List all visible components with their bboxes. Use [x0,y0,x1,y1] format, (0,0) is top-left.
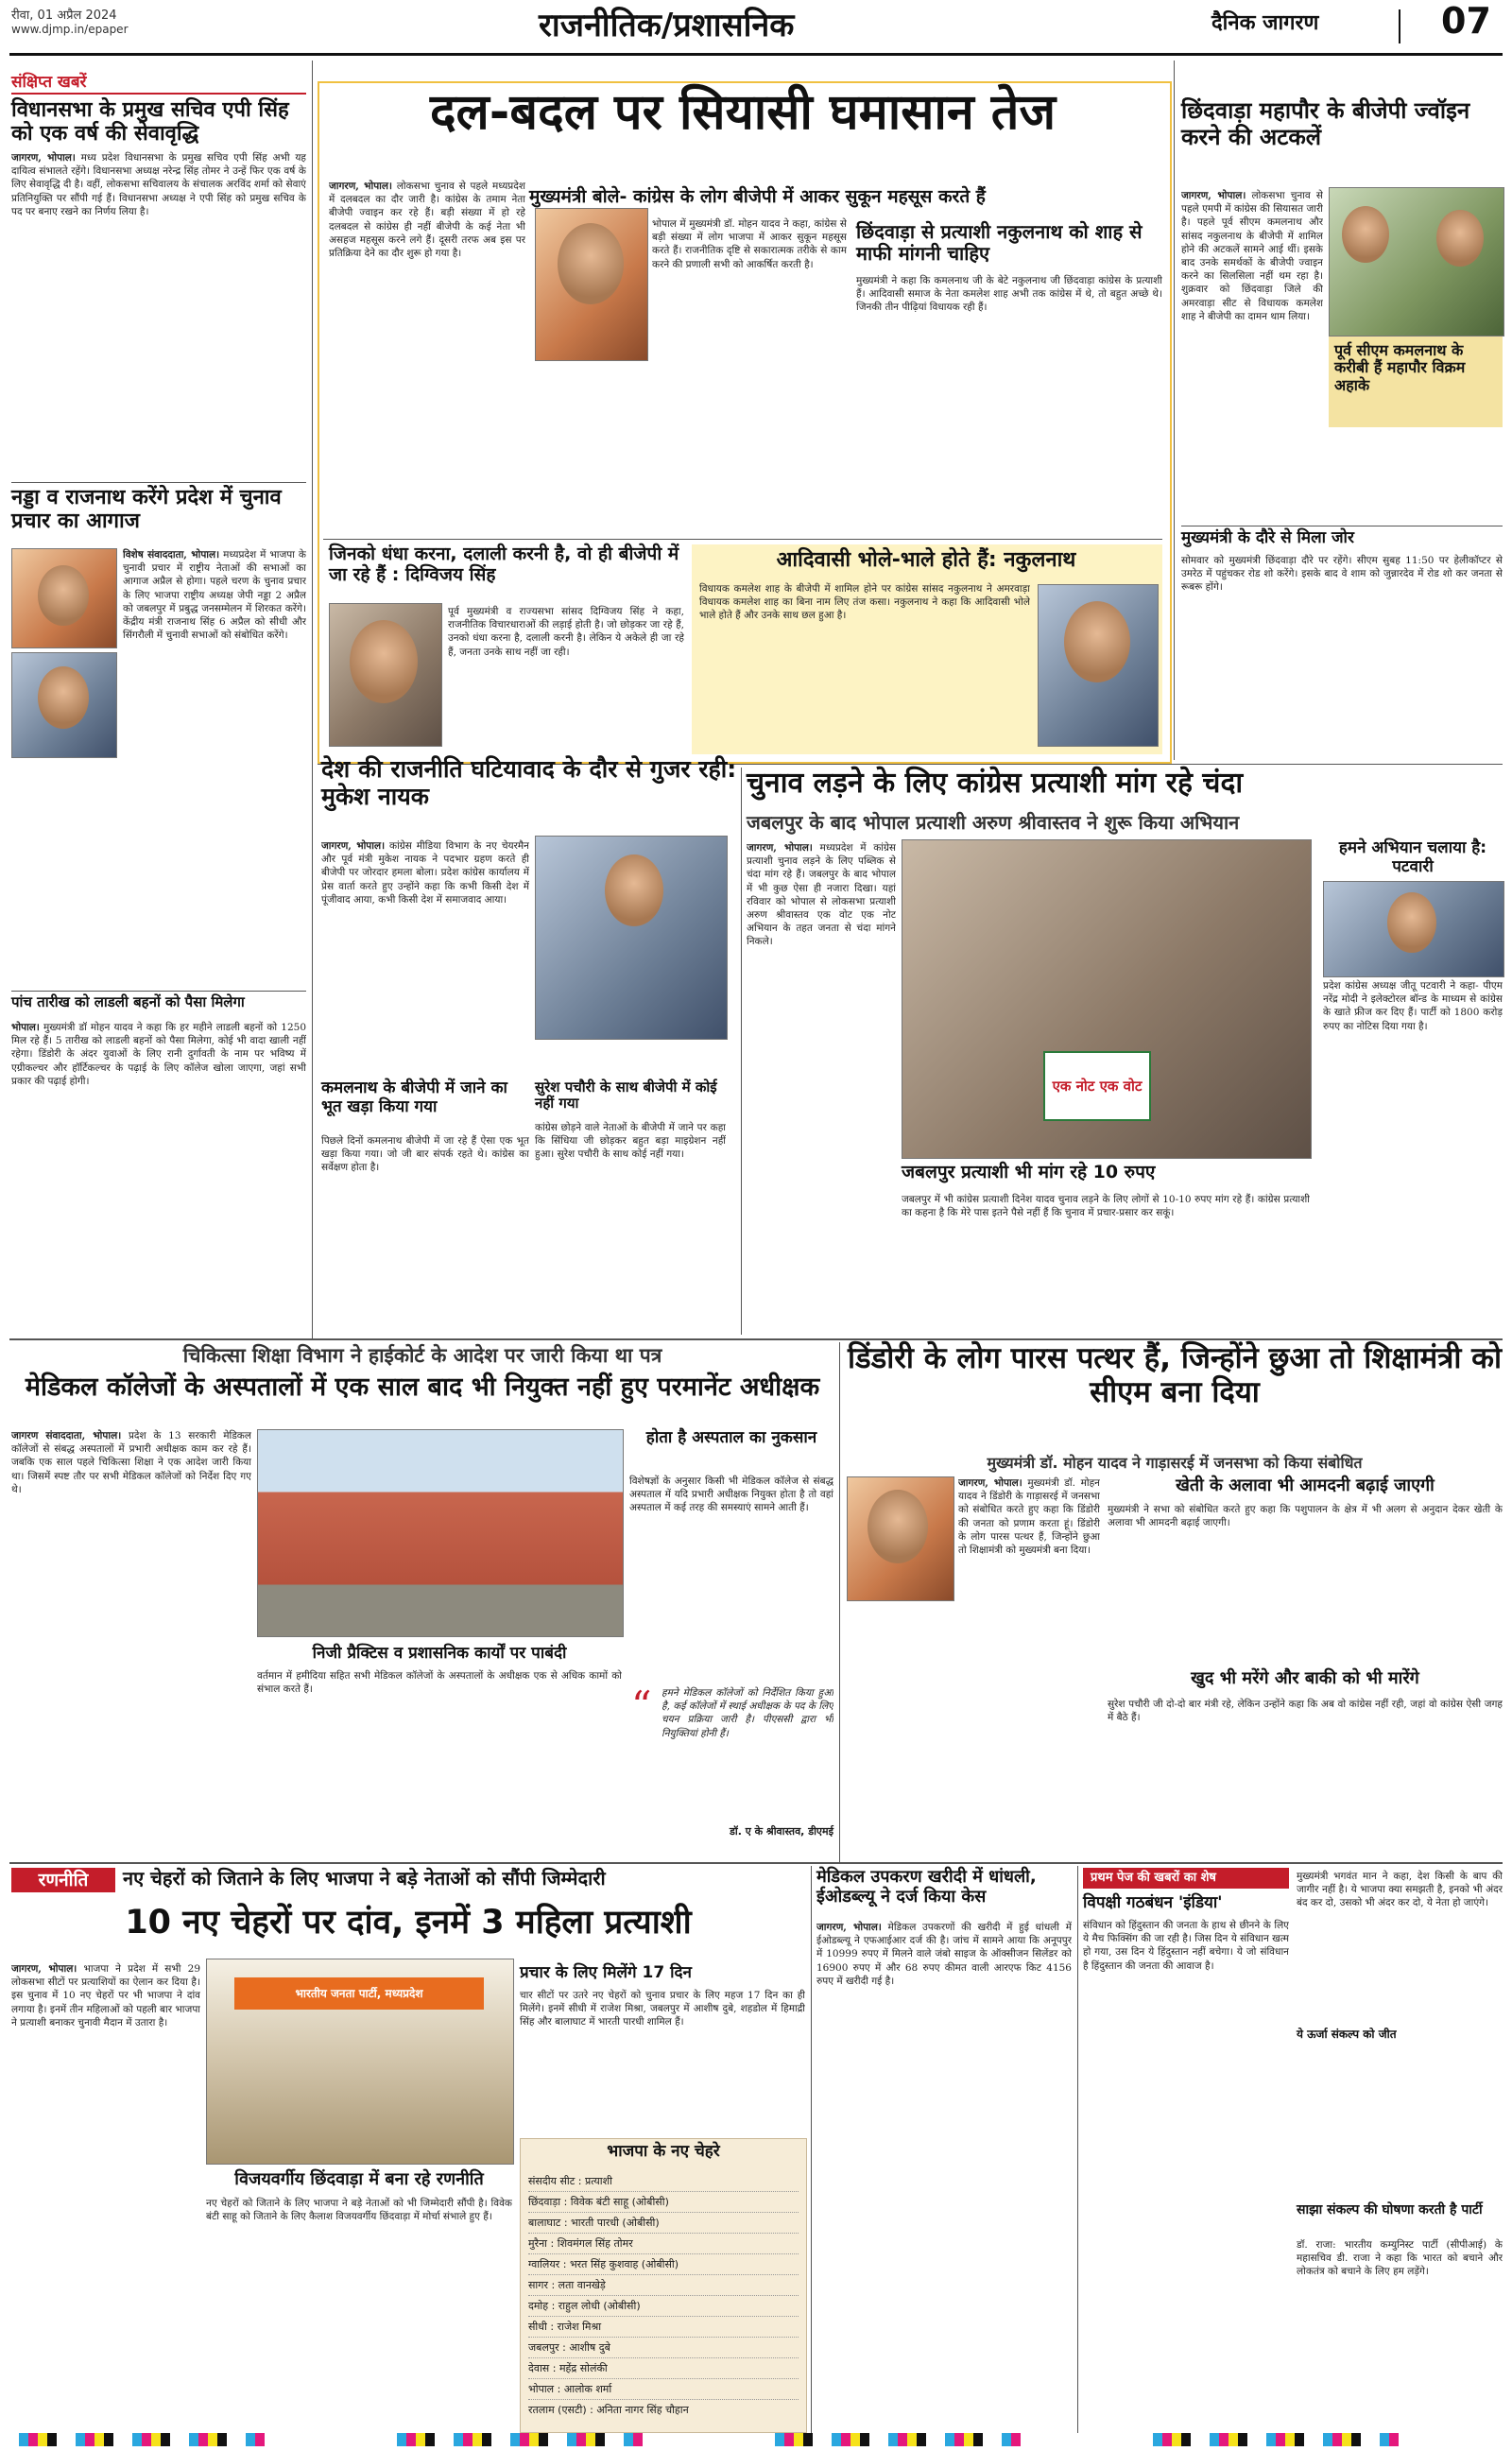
column-divider [1174,60,1175,760]
medical-body [11,1429,251,1855]
medical-dateline: जागरण संवाददाता, भोपाल। [11,1430,122,1441]
chanda-headline: चुनाव लड़ने के लिए कांग्रेस प्रत्याशी मांग रहे चंदा [747,767,1244,800]
medical-kicker: चिकित्सा शिक्षा विभाग ने हाईकोर्ट के आदेश पर जारी किया था पत्र [182,1344,662,1367]
dateline: रीवा, 01 अप्रैल 2024 [11,9,117,23]
hospital-loss-headline: होता है अस्पताल का नुकसान [645,1428,817,1447]
box1-headline: छिंदवाड़ा से प्रत्याशी नकुलनाथ को शाह से माफी मांगनी चाहिए [856,220,1143,265]
reg-mark [397,2433,643,2446]
epaper-url[interactable]: www.djmp.in/epaper [11,23,129,36]
candidate-row: सीधी : राजेश मिश्रा [528,2317,799,2338]
nayak-body-2: कांग्रेस छोड़ने वाले नेताओं के बीजेपी में जाने पर कहा कि सिंधिया जी छोड़कर बहुत बड़ा माइग्रेशन नहीं हुआ। सुरेश पचौरी के साथ कोई नहीं गया। [535,1122,726,1161]
ranneeti-tab: रणनीति [11,1868,115,1892]
ek-note-ek-vote-banner [1043,1051,1151,1121]
nayak-body [321,839,529,1076]
bjp-office-sign-text: भारतीय जनता पार्टी, मध्यप्रदेश [295,1987,423,2000]
chhindwara-dateline: जागरण, भोपाल। [1181,190,1246,201]
masthead-separator [1399,9,1400,43]
ranneeti-body [11,1962,200,2430]
chhindwara-body-2: सोमवार को मुख्यमंत्री छिंदवाड़ा दौरे पर रहेंगे। सीएम सुबह 11:50 पर हेलीकॉप्टर से उमरेठ में पहुंचकर रोड शो करेंगे। इसके बाद वे शाम को जुन्नारदेव में रोड शो कर जनता से रूबरू होंगे। [1181,555,1503,594]
brief-text-2: मध्यप्रदेश में भाजपा के चुनावी प्रचार में राष्ट्रीय नेताओं की सभाओं का आगाज अप्रैल से होगा। पहले चरण के चुनाव प्रचार के लिए भाजपा राष्ट्रीय अध्यक्ष जेपी नड्डा 2 अप्रैल को जबलपुर में प्रबुद्ध जनसम्मेलन में शिरकत करेंगे। केंद्रीय मंत्री राजनाथ सिंह 6 अप्रैल को सीधी और सिंगरौली में चुनावी सभाओं को संबोधित करेंगे। [123,549,306,642]
new-faces-headline: भाजपा के नए चेहरे [607,2142,720,2161]
brief-label-rule [11,93,306,95]
front-headline: विपक्षी गठबंधन 'इंडिया' [1083,1893,1223,1912]
candidate-list [528,2171,799,2420]
chhindwara-body [1181,189,1323,416]
box2-body: पूर्व मुख्यमंत्री व राज्यसभा सांसद दिग्विजय सिंह ने कहा, राजनीतिक विचारधाराओं की लड़ाई होती है। जो छोड़कर जा रहे हैं, उनको धंधा करना है, दलाली करनी है। लेकिन ये अकेले ही जा रहे हैं, जनता उनके साथ नहीं जा रही। [448,606,684,658]
chanda-text: मध्यप्रदेश में कांग्रेस प्रत्याशी चुनाव लड़ने के लिए पब्लिक से चंदा मांग रहे हैं। जबलपुर के बाद भोपाल में भी कुछ ऐसा ही नजारा दिखा। यहां रविवार को भोपाल से लोकसभा प्रत्याशी अरुण श्रीवास्तव एक वोट एक नोट अभियान के तहत जनता से चंदा मांगने निकले। [747,842,896,948]
nayak-text: कांग्रेस मीडिया विभाग के नए चेयरमैन और पूर्व मंत्री मुकेश नायक ने पदभार ग्रहण करते ही बीजेपी पर जोरदार हमला बोला। प्रदेश कांग्रेस कार्यालय में प्रेस वार्ता करते हुए उन्होंने कहा कि कभी किसी देश में पूंजीवाद आया, कभी किसी देश में समाजवाद आया। [321,840,529,906]
nayak-face [605,854,663,926]
bjp-office-sign [234,1977,484,2010]
nayak-headline: देश की राजनीति घटियावाद के दौर से गुजर रही: मुकेश नायक [321,755,737,810]
dindori-headline: डिंडोरी के लोग पारस पत्थर हैं, जिन्होंने छुआ तो शिक्षामंत्री को सीएम बना दिया [848,1341,1502,1409]
divider [323,539,1162,540]
brief-label: संक्षिप्त खबरें [11,73,87,92]
masthead-rule [9,53,1503,56]
candidate-row: मुरैना : शिवमंगल सिंह तोमर [528,2234,799,2254]
banner-text: एक नोट एक वोट [1052,1078,1143,1095]
candidate-row: देवास : महेंद्र सोलंकी [528,2358,799,2379]
brief-dateline-3: भोपाल। [11,1022,40,1033]
ranneeti-subhead-2: विजयवर्गीय छिंदवाड़ा में बना रहे रणनीति [234,2169,484,2189]
candidate-row: बालाघाट : भारती पारधी (ओबीसी) [528,2213,799,2234]
lead-body-2: भोपाल में मुख्यमंत्री डॉ. मोहन यादव ने कहा, कांग्रेस से बड़ी संख्या में लोग भाजपा में आकर सुकून महसूस करते हैं। राजनीतिक दृष्टि से सकारात्मक तरीके से काम करने की प्रणाली सभी को आकर्षित करती है। [652,218,847,270]
divider [11,991,306,992]
rajnath-face [38,666,89,729]
chanda-body-cont [747,1102,896,1333]
nayak-subhead-2: सुरेश पचौरी के साथ बीजेपी में कोई नहीं गया [535,1079,717,1113]
section-title: राजनीतिक/प्रशासनिक [539,7,795,44]
kamalnath-face [1342,206,1389,263]
ahake-face [1436,210,1484,267]
front-body-2: डॉ. राजा: भारतीय कम्युनिस्ट पार्टी (सीपीआई) के महासचिव डी. राजा ने कहा कि भारत को बचाने और लोकतंत्र को बचाने के लिए हम लड़ेंगे। [1297,2239,1503,2278]
chhindwara-headline: छिंदवाड़ा महापौर के बीजेपी ज्वॉइन करने की अटकलें [1181,97,1470,150]
dindori-body-3: सुरेश पचौरी जी दो-दो बार मंत्री रहे, लेकिन उन्होंने कहा कि अब वो कांग्रेस नहीं रही, जहां वो कांग्रेस ऐसी जगह में बैठे हैं। [1108,1699,1503,1724]
brief-body-1 [11,151,306,477]
dindori-subhead-3: खुद भी मरेंगे और बाकी को भी मारेंगे [1191,1668,1419,1688]
brief-headline-1: विधानसभा के प्रमुख सचिव एपी सिंह को एक वर्ष की सेवावृद्धि [11,98,289,147]
nayak-photo-caption-text [535,1044,726,1081]
front-subhead-1: ये ऊर्जा संकल्प को जीत [1297,2028,1397,2041]
dme-quote: हमने मेडिकल कॉलेजों को निर्देशित किया हुआ है, कई कॉलेजों में स्थाई अधीक्षक के पद के लिए चयन प्रक्रिया जारी है। पीएससी द्वारा भी नियुक्तियां होनी हैं। [662,1687,833,1739]
box2-headline: जिनको धंधा करना, दलाली करनी है, वो ही बीजेपी में जा रहे हैं : दिग्विजय सिंह [329,544,679,585]
hospital-building-photo [257,1429,624,1637]
page-number: 07 [1441,0,1491,42]
dindori-subhead: मुख्यमंत्री डॉ. मोहन यादव ने गाड़ासरई में जनसभा को किया संबोधित [987,1454,1363,1472]
medical-headline: मेडिकल कॉलेजों के अस्पतालों में एक साल बाद भी नियुक्त नहीं हुए परमानेंट अधीक्षक [25,1372,820,1402]
row-divider [9,1338,1503,1340]
brief-body-3 [11,1021,306,1333]
medical-body-2: वर्तमान में हमीदिया सहित सभी मेडिकल कॉलेजों के अस्पतालों के अधीक्षक एक से अधिक कामों को संभाल करते हैं। [257,1670,622,1696]
front-body: संविधान को हिंदुस्तान की जनता के हाथ से छीनने के लिए ये मैच फिक्सिंग की जा रही है। जिस दिन ये संविधान खत्म हो गया, उस दिन ये हिंदुस्तान नहीं बचेगा। ये जो संविधान है हिंदुस्तान की जनता की आवाज है। [1083,1920,1289,1972]
reg-mark [19,2433,265,2446]
candidate-row: ग्वालियर : भरत सिंह कुशवाह (ओबीसी) [528,2254,799,2275]
chanda-dateline: जागरण, भोपाल। [747,842,813,854]
dme-quote-by: डॉ. ए के श्रीवास्तव, डीएमई [729,1825,833,1838]
column-divider [741,768,742,1335]
reg-mark [1153,2433,1399,2446]
front-body-1: मुख्यमंत्री भगवंत मान ने कहा, देश किसी के बाप की जागीर नहीं है। ये भाजपा क्या समझती है, इनको भी अंदर बंद कर दो, उसको भी अंदर कर दो, ये नेता हो जाएंगे। [1297,1871,1503,1909]
brief-text-3: मुख्यमंत्री डॉ मोहन यादव ने कहा कि हर महीने लाडली बहनों को 1250 मिल रहे हैं। 5 तारीख को लाडली बहनों को पैसा मिलेगा, कोई भी वादा खाली नहीं रहेगा। डिंडोरी के अंदर युवाओं के लिए रानी दुर्गावती के नाम पर भविष्य में एग्रीकल्चर और हॉर्टिकल्चर के पढ़ाई के लिए कॉलेज खोला जाएगा, जहां सभी प्रकार की पढ़ाई होगी। [11,1022,306,1087]
column-divider [839,1342,840,1862]
nayak-dateline: जागरण, भोपाल। [321,840,386,852]
lead-text-1: लोकसभा चुनाव से पहले मध्यप्रदेश में दलबदल का दौर जारी है। कांग्रेस के तमाम नेता बीजेपी ज्वाइन कर रहे हैं। बड़ी संख्या में हो रहे दलबदल से कांग्रेस ही नहीं बीजेपी के कई नेता भी असहज महसूस करने लगे हैं। दूसरी तरफ अब इस पर प्रतिक्रिया देने का दौर शुरू हो गया है। [329,181,525,260]
equipment-text: मेडिकल उपकरणों की खरीदी में हुई धांधली में ईओडब्ल्यू ने एफआईआर दर्ज की है। जांच में सामने आया कि अनूपपुर में 10999 रुपए में मिलने वाले जंबो साइज के ऑक्सीजन सिलेंडर को 16900 रुपए में और 68 रुपए कीमत वाली आरएफ किट 4156 रुपए में खरीदी गई है। [816,1922,1072,1987]
candidate-row: छिंदवाड़ा : विवेक बंटी साहू (ओबीसी) [528,2192,799,2213]
medical-text: प्रदेश के 13 सरकारी मेडिकल कॉलेजों से संबद्ध अस्पतालों में प्रभारी अधीक्षक काम कर रहे हैं। जबकि एक साल पहले चिकित्सा शिक्षा ने एक आदेश जारी किया था। जिसमें स्पष्ट तौर पर सभी मेडिकल कॉलेजों को निर्देश दिए गए थे। [11,1430,251,1495]
print-registration-bar [0,2433,1512,2448]
dindori-body-2: मुख्यमंत्री ने सभा को संबोधित करते हुए कहा कि पशुपालन के क्षेत्र में भी अलग से अनुदान देकर खेती के अलावा भी आमदनी बढ़ाई जाएगी। [1108,1504,1503,1529]
candidate-row: दमोह : राहुल लोधी (ओबीसी) [528,2296,799,2317]
brief-text-1: मध्य प्रदेश विधानसभा के प्रमुख सचिव एपी सिंह अभी यह दायित्व संभालते रहेंगे। विधानसभा अध्यक्ष नरेन्द्र सिंह तोमर ने उन्हें फिर एक वर्ष के लिए सेवावृद्धि दी है। वहीं, लोकसभा सचिवालय के संचालक अरविंद शर्मा को सेवाएं प्रतिनियुक्ति पर सौंपी गई हैं। विधानसभा अध्यक्ष ने एपी सिंह को प्रमुख सचिव के पद पर बनाए रखने का निर्णय लिया है। [11,152,306,217]
brief-headline-2: नड्डा व राजनाथ करेंगे प्रदेश में चुनाव प्रचार का आगाज [11,486,282,534]
lead-headline: दल-बदल पर सियासी घमासान तेज [429,84,1057,141]
lead-dateline: जागरण, भोपाल। [329,181,392,192]
lead-body-1 [329,180,525,534]
dindori-body [958,1476,1100,1855]
chanda-body-2: जबलपुर में भी कांग्रेस प्रत्याशी दिनेश यादव चुनाव लड़ने के लिए लोगों से 10-10 रुपए मांग रहे हैं। कांग्रेस प्रत्याशी का कहना है कि मेरे पास इतने पैसे नहीं हैं कि चुनाव में प्रचार-प्रसार कर सकूं। [902,1194,1310,1219]
dindori-text: मुख्यमंत्री डॉ. मोहन यादव ने डिंडोरी के गाड़ासरई में जनसभा को संबोधित करते हुए कहा कि डिंडोरी की जनता को प्रणाम करता हूं। डिंडोरी के लोग पारस पत्थर हैं, जिन्होंने छुआ तो शिक्षामंत्री को मुख्यमंत्री बना दिया। [958,1477,1100,1557]
nadda-face [38,565,89,626]
ranneeti-dateline: जागरण, भोपाल। [11,1963,77,1975]
column-divider [312,60,313,1338]
chhindwara-text: लोकसभा चुनाव से पहले एमपी में कांग्रेस की सियासत जारी है। पहले पूर्व सीएम कमलनाथ और सांसद नकुलनाथ के बीजेपी में शामिल होने की अटकलें सामने आई थीं। इसके बाद उनके समर्थकों के बीजेपी ज्वाइन करने का सिलसिला नहीं थम रहा है। शुक्रवार को छिंदवाड़ा जिले की अमरवाड़ा सीट से विधायक कमलेश शाह ने बीजेपी का दामन थाम लिया। [1181,190,1323,322]
chanda-subhead: जबलपुर के बाद भोपाल प्रत्याशी अरुण श्रीवास्तव ने शुरू किया अभियान [747,811,1240,834]
chanda-body [747,841,896,1096]
medical-subhead-2: निजी प्रैक्टिस व प्रशासनिक कार्यों पर पाबंदी [312,1644,567,1663]
patwari-headline: हमने अभियान चलाया है: पटवारी [1338,838,1487,876]
brief-headline-3: पांच तारीख को लाडली बहनों को पैसा मिलेगा [11,993,245,1010]
digvijay-face [350,620,418,703]
front-page-band: प्रथम पेज की खबरों का शेष [1083,1868,1289,1889]
cm-dindori-face [868,1490,928,1563]
dindori-body-cont [847,1605,953,1855]
ranneeti-body-2: नए चेहरों को जिताने के लिए भाजपा ने बड़े नेताओं को भी जिम्मेदारी सौंपी है। विवेक बंटी साहू को जिताने के लिए कैलाश विजयवर्गीय छिंदवाड़ा में मोर्चा संभाले हुए हैं। [206,2198,512,2223]
cm-face [558,223,624,304]
column-divider [1077,1866,1078,2433]
equipment-body [816,1921,1072,2429]
quote-mark: “ [631,1683,652,1729]
column-divider [811,1866,812,2433]
nayak-body-1: पिछले दिनों कमलनाथ बीजेपी में जा रहे हैं ऐसा एक भूत खड़ा किया गया। जो जी बार संपर्क रहते थे। कांग्रेस का सर्वेक्षण होता है। [321,1135,529,1174]
equipment-headline: मेडिकल उपकरण खरीदी में धांधली, ईओडब्ल्यू ने दर्ज किया केस [816,1867,1037,1907]
masthead [0,0,1512,68]
patwari-body: प्रदेश कांग्रेस अध्यक्ष जीतू पटवारी ने कहा- पीएम नरेंद्र मोदी ने इलेक्टोरल बॉन्ड के माध्यम से कांग्रेस के खाते फ्रीज कर दिए हैं। पार्टी को 1800 करोड़ रुपए का नोटिस दिया गया है। [1323,980,1503,1032]
candidate-row: सागर : लता वानखेड़े [528,2275,799,2296]
divider [11,482,306,483]
ranneeti-kicker: नए चेहरों को जिताने के लिए भाजपा ने बड़े नेताओं को सौंपी जिम्मेदारी [123,1867,606,1890]
box1-body: मुख्यमंत्री ने कहा कि कमलनाथ जी के बेटे नकुलनाथ जी छिंदवाड़ा कांग्रेस के प्रत्याशी हैं। आदिवासी समाज के नेता कमलेश शाह अभी तक कांग्रेस में थे, तो बहुत अच्छे थे। जिनकी तीन पीढ़ियां विधायक रही हैं। [856,275,1162,314]
hospital-loss-body: विशेषज्ञों के अनुसार किसी भी मेडिकल कॉलेज से संबद्ध अस्पताल में यदि प्रभारी अधीक्षक नियुक्त होता है तो वहां अस्पताल में कई तरह की समस्याएं सामने आती हैं। [629,1476,833,1514]
new-faces-box [520,2138,807,2433]
front-subhead-2: साझा संकल्प की घोषणा करती है पार्टी [1297,2202,1483,2218]
row-divider [9,1862,1503,1864]
dindori-dateline: जागरण, भोपाल। [958,1477,1022,1489]
box3-headline: आदिवासी भोले-भाले होते हैं: नकुलनाथ [776,548,1076,572]
candidate-row: रतलाम (एसटी) : अनिता नागर सिंह चौहान [528,2404,689,2416]
nakulnath-face [1064,601,1130,682]
nayak-subhead-1: कमलनाथ के बीजेपी में जाने का भूत खड़ा किया गया [321,1079,507,1116]
dindori-subhead-2: खेती के अलावा भी आमदनी बढ़ाई जाएगी [1176,1476,1435,1495]
ranneeti-text: भाजपा ने प्रदेश में सभी 29 लोकसभा सीटों पर प्रत्याशियों का ऐलान कर दिया है। इस चुनाव में 10 नए चेहरों पर भी भाजपा ने दांव लगाया है। इनमें तीन महिलाओं को पहली बार भाजपा ने प्रत्याशी बनाकर चुनावी मैदान में उतारा है। [11,1963,200,2028]
candidate-row: जबलपुर : आशीष दुबे [528,2338,799,2358]
ranneeti-body-1: चार सीटों पर उतरे नए चेहरों को चुनाव प्रचार के लिए महज 17 दिन का ही मिलेंगे। इनमें सीधी में राजेश मिश्रा, जबलपुर में आशीष दुबे, शहडोल में हिमाद्री सिंह और बालाघाट में भारती पारधी शामिल हैं। [520,1990,805,2028]
brief-dateline-1: जागरण, भोपाल। [11,152,76,164]
equipment-dateline: जागरण, भोपाल। [816,1922,882,1933]
paper-name: दैनिक जागरण [1211,11,1319,35]
box3-body: विधायक कमलेश शाह के बीजेपी में शामिल होने पर कांग्रेस सांसद नकुलनाथ ने अमरवाड़ा विधायक कमलेश शाह का बिना नाम लिए तंज कसा। नकुलनाथ ने कहा कि आदिवासी भोले भाले होते हैं और उनके साथ छल हुआ है। [699,583,1030,622]
lead-subheadline: मुख्यमंत्री बोले- कांग्रेस के लोग बीजेपी में आकर सुकून महसूस करते हैं [529,186,986,207]
patwari-face [1387,892,1436,953]
brief-dateline-2: विशेष संवाददाता, भोपाल। [123,549,220,561]
brief-body-2 [123,548,306,988]
ranneeti-headline: 10 नए चेहरों पर दांव, इनमें 3 महिला प्रत्याशी [125,1904,692,1942]
candidate-row: भोपाल : आलोक शर्मा [528,2379,799,2400]
reg-mark [775,2433,1021,2446]
chhindwara-caption: पूर्व सीएम कमलनाथ के करीबी हैं महापौर विक्रम अहाके [1334,341,1466,394]
candidate-row: संसदीय सीट : प्रत्याशी [528,2171,799,2192]
ranneeti-subhead-1: प्रचार के लिए मिलेंगे 17 दिन [520,1963,692,1982]
chanda-subhead-2: जबलपुर प्रत्याशी भी मांग रहे 10 रुपए [902,1162,1156,1182]
chhindwara-subhead: मुख्यमंत्री के दौरे से मिला जोर [1181,528,1354,547]
